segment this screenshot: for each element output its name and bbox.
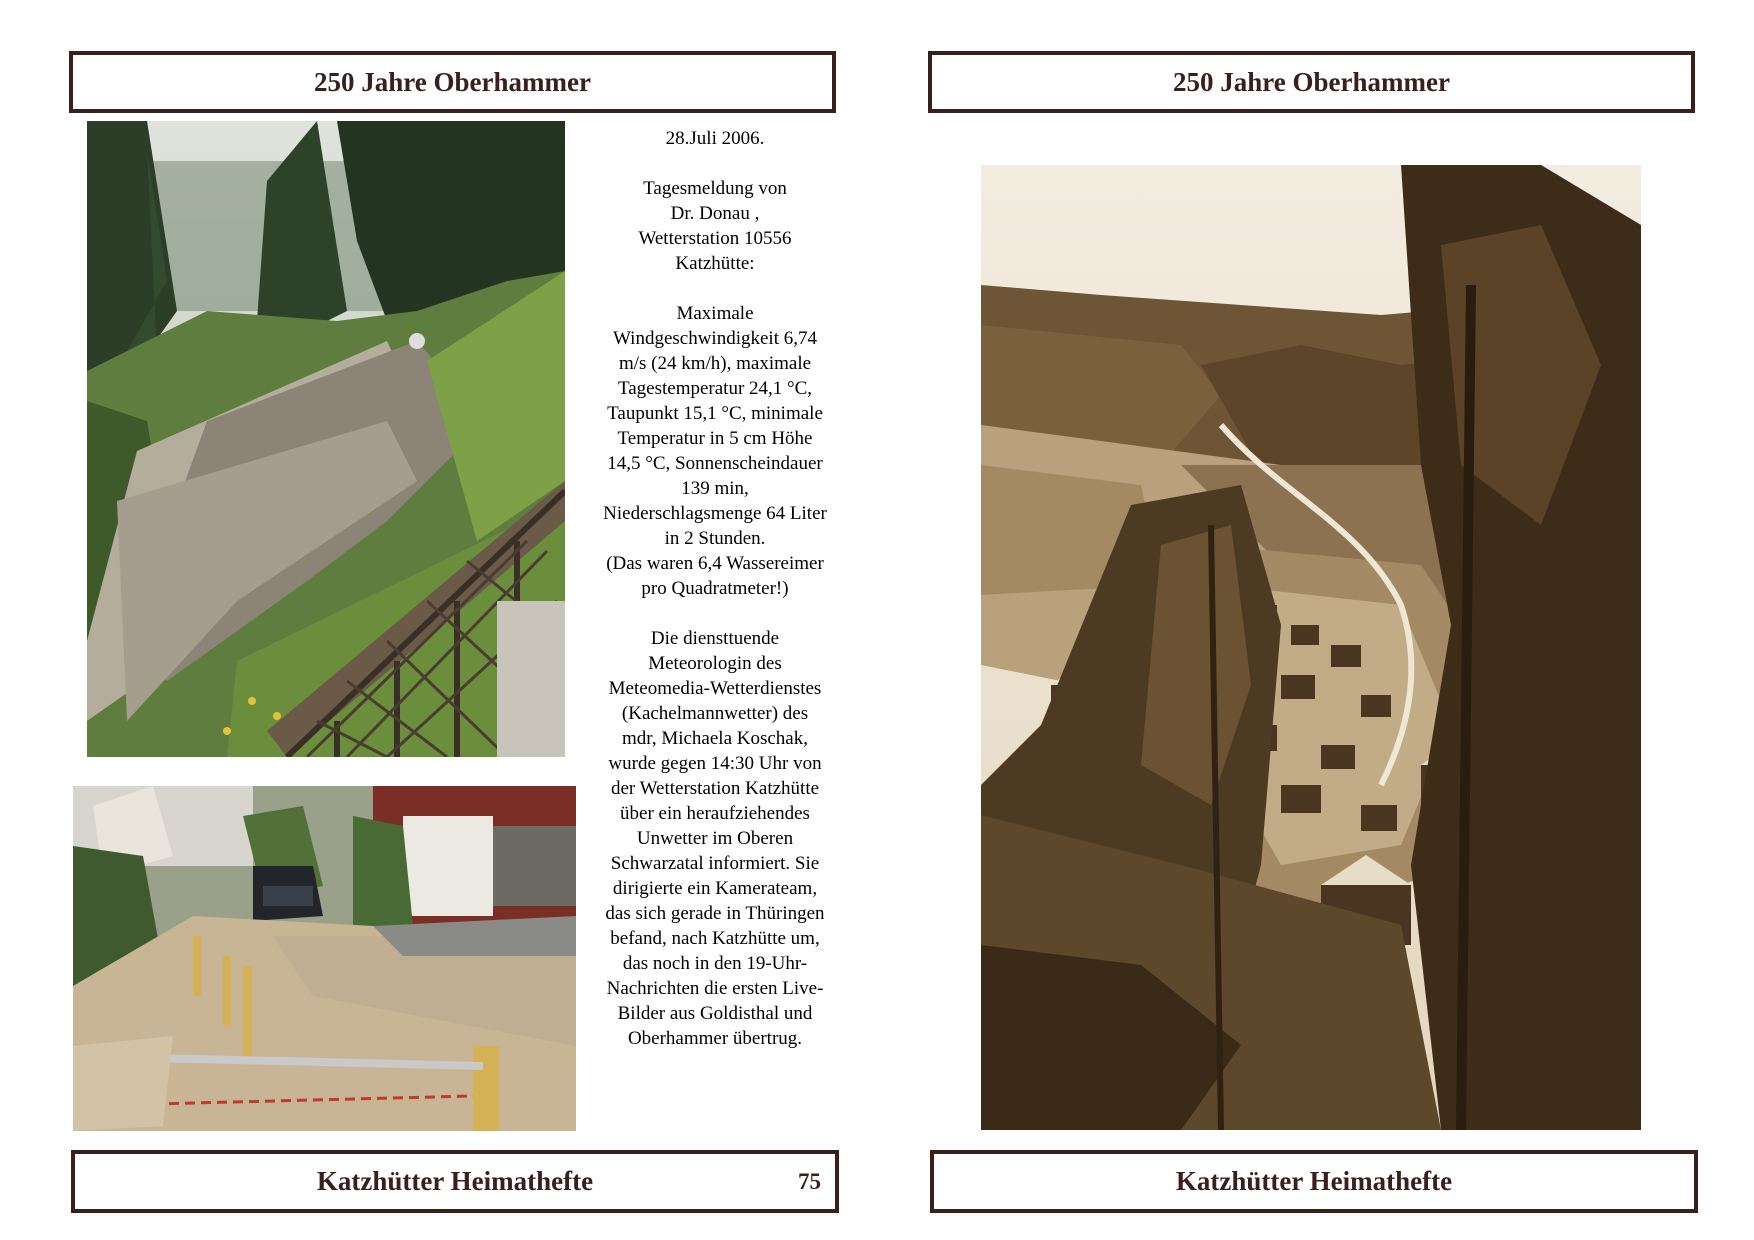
story-line: Nachrichten die ersten Live- xyxy=(606,978,824,999)
weather-line: 14,5 °C, Sonnenscheindauer xyxy=(607,453,823,474)
weather-line: Tagestemperatur 24,1 °C, xyxy=(617,378,813,399)
report-line: Dr. Donau , xyxy=(670,203,760,224)
weather-line: in 2 Stunden. xyxy=(664,528,766,549)
story-line: Oberhammer übertrug. xyxy=(627,1028,803,1049)
story-line: befand, nach Katzhütte um, xyxy=(610,928,820,949)
report-line: Wetterstation 10556 xyxy=(638,228,792,249)
date-line: 28.Juli 2006. xyxy=(665,128,765,149)
story-line: über ein heraufziehendes xyxy=(620,803,810,824)
left-footer xyxy=(71,1150,839,1213)
story-line: Schwarzatal informiert. Sie xyxy=(610,853,820,874)
story-line: das noch in den 19-Uhr- xyxy=(622,953,808,974)
flood-path-photo xyxy=(87,121,565,757)
weather-report-text xyxy=(584,126,846,1051)
flooded-street-photo xyxy=(73,786,576,1131)
page-number: 75 xyxy=(798,1168,821,1194)
weather-line: pro Quadratmeter!) xyxy=(641,578,789,599)
left-footer-title: Katzhütter Heimathefte xyxy=(316,1166,594,1196)
right-footer xyxy=(930,1150,1698,1213)
story-line: Meteomedia-Wetterdienstes xyxy=(608,678,822,699)
weather-line: Temperatur in 5 cm Höhe xyxy=(617,428,813,449)
report-line: Katzhütte: xyxy=(675,253,755,274)
story-line: das sich gerade in Thüringen xyxy=(605,903,825,924)
right-header xyxy=(928,51,1695,113)
right-header-title: 250 Jahre Oberhammer xyxy=(1173,66,1450,97)
story-line: wurde gegen 14:30 Uhr von xyxy=(608,753,822,774)
story-line: der Wetterstation Katzhütte xyxy=(610,778,820,799)
story-line: Die diensttuende xyxy=(650,628,780,649)
story-line: dirigierte ein Kamerateam, xyxy=(612,878,818,899)
story-line: mdr, Michaela Koschak, xyxy=(621,728,808,749)
right-footer-title: Katzhütter Heimathefte xyxy=(1175,1166,1453,1196)
weather-line: (Das waren 6,4 Wassereimer xyxy=(606,553,824,574)
left-header xyxy=(69,51,836,113)
weather-line: m/s (24 km/h), maximale xyxy=(618,353,812,374)
right-page xyxy=(877,0,1754,1240)
weather-line: Maximale xyxy=(676,303,754,324)
weather-line: Taupunkt 15,1 °C, minimale xyxy=(607,403,823,424)
story-line: Meteorologin des xyxy=(648,653,782,674)
weather-line: 139 min, xyxy=(681,478,749,499)
weather-line: Niederschlagsmenge 64 Liter xyxy=(603,503,827,524)
left-header-title: 250 Jahre Oberhammer xyxy=(314,66,591,97)
story-line: Bilder aus Goldisthal und xyxy=(617,1003,813,1024)
story-line: (Kachelmannwetter) des xyxy=(621,703,809,724)
sepia-village-photo xyxy=(981,165,1641,1130)
weather-line: Windgeschwindigkeit 6,74 xyxy=(613,328,817,349)
story-line: Unwetter im Oberen xyxy=(636,828,794,849)
report-line: Tagesmeldung von xyxy=(643,178,787,199)
